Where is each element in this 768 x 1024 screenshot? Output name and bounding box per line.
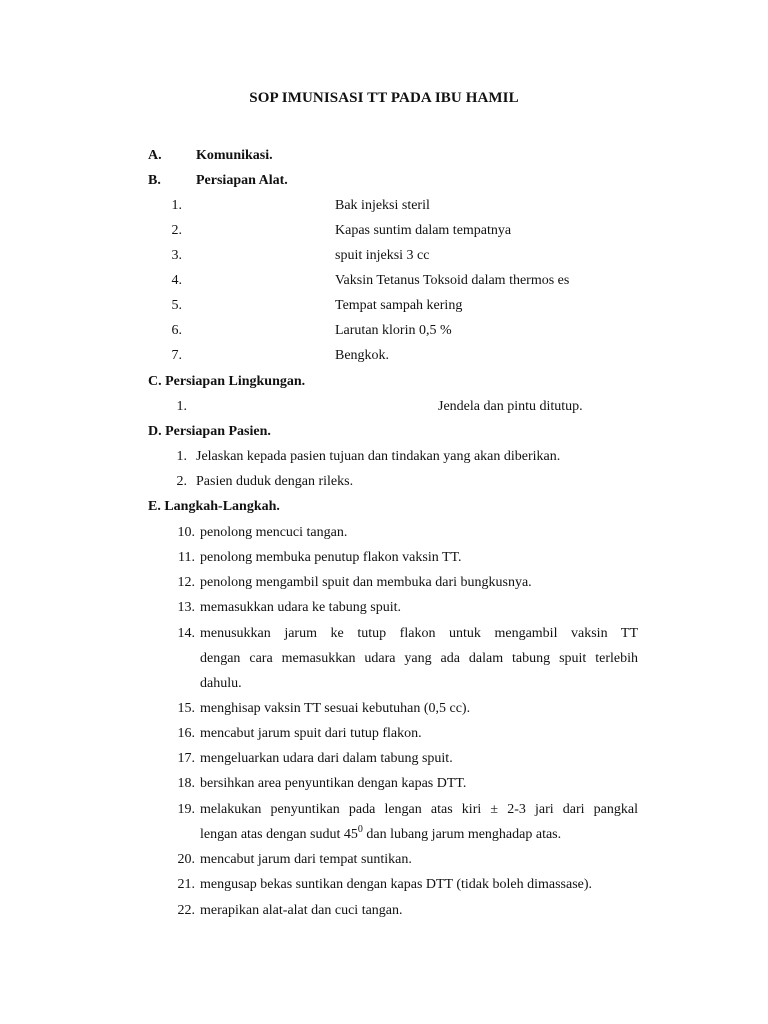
step-text: penolong membuka penutup flakon vaksin TT.: [200, 550, 462, 565]
list-item-number: 4.: [171, 273, 182, 288]
step-text: mencabut jarum dari tempat suntikan.: [200, 852, 412, 867]
step-number: 13.: [177, 600, 195, 615]
list-item: Jelaskan kepada pasien tujuan dan tindakan yang akan diberikan.: [196, 449, 561, 464]
step-number: 21.: [177, 877, 195, 892]
step-text-line: dengan cara memasukkan udara yang ada dalam tabung spuit terlebih: [200, 651, 638, 666]
section-b-heading: Persiapan Alat.: [196, 173, 288, 188]
step-number: 20.: [177, 852, 195, 867]
step-number: 12.: [177, 575, 195, 590]
list-item-number: 3.: [171, 248, 182, 263]
list-item-number: 7.: [171, 348, 182, 363]
list-item: spuit injeksi 3 cc: [335, 248, 430, 263]
section-a-letter: A.: [148, 148, 162, 163]
document-title: SOP IMUNISASI TT PADA IBU HAMIL: [249, 90, 519, 106]
section-a-heading: Komunikasi.: [196, 148, 273, 163]
list-item-number: 2.: [171, 223, 182, 238]
step-number: 15.: [177, 701, 195, 716]
list-item: Tempat sampah kering: [335, 298, 463, 313]
step-text: penolong mengambil spuit dan membuka dari bungkusnya.: [200, 575, 532, 590]
list-item: Larutan klorin 0,5 %: [335, 323, 452, 338]
section-d-heading: D. Persiapan Pasien.: [148, 424, 271, 439]
list-item: Pasien duduk dengan rileks.: [196, 474, 354, 489]
list-item: Jendela dan pintu ditutup.: [438, 399, 583, 414]
step-text-line: melakukan penyuntikan pada lengan atas kiri ± 2-3 jari dari pangkal: [200, 802, 638, 817]
step-text-line: dahulu.: [200, 676, 242, 691]
step-number: 11.: [178, 550, 195, 565]
list-item-number: 1.: [176, 449, 187, 464]
step-text-line: menusukkan jarum ke tutup flakon untuk mengambil vaksin TT: [200, 626, 638, 641]
section-e-heading: E. Langkah-Langkah.: [148, 499, 280, 514]
list-item: Kapas suntim dalam tempatnya: [335, 223, 512, 238]
list-item-number: 1.: [171, 198, 182, 213]
step-number: 17.: [177, 751, 195, 766]
step-text: mengeluarkan udara dari dalam tabung spuit.: [200, 751, 453, 766]
step-text: penolong mencuci tangan.: [200, 525, 348, 540]
list-item-number: 6.: [171, 323, 182, 338]
list-item: Vaksin Tetanus Toksoid dalam thermos es: [335, 273, 570, 288]
step-text: merapikan alat-alat dan cuci tangan.: [200, 903, 403, 918]
list-item-number: 2.: [176, 474, 187, 489]
step-number: 18.: [177, 776, 195, 791]
list-item-number: 1.: [176, 399, 187, 414]
step-text: menghisap vaksin TT sesuai kebutuhan (0,5 cc).: [200, 701, 471, 716]
step-text-part: lengan atas dengan sudut 45: [200, 827, 358, 842]
list-item: Bengkok.: [335, 348, 390, 363]
list-item: Bak injeksi steril: [335, 198, 430, 213]
step-number: 14.: [177, 626, 195, 641]
degree-superscript: 0: [357, 824, 363, 835]
list-item-number: 5.: [171, 298, 182, 313]
step-number: 16.: [177, 726, 195, 741]
step-text: mencabut jarum spuit dari tutup flakon.: [200, 726, 422, 741]
step-text-part: dan lubang jarum menghadap atas.: [362, 827, 562, 842]
step-number: 19.: [177, 802, 195, 817]
step-number: 22.: [177, 903, 195, 918]
step-text: mengusap bekas suntikan dengan kapas DTT (tidak boleh dimassase).: [200, 877, 593, 892]
section-c-heading: C. Persiapan Lingkungan.: [148, 374, 306, 389]
section-b-letter: B.: [148, 173, 161, 188]
step-text-line: [200, 826, 561, 844]
step-text: memasukkan udara ke tabung spuit.: [200, 600, 402, 615]
step-text: bersihkan area penyuntikan dengan kapas DTT.: [200, 776, 467, 791]
step-number: 10.: [177, 525, 195, 540]
